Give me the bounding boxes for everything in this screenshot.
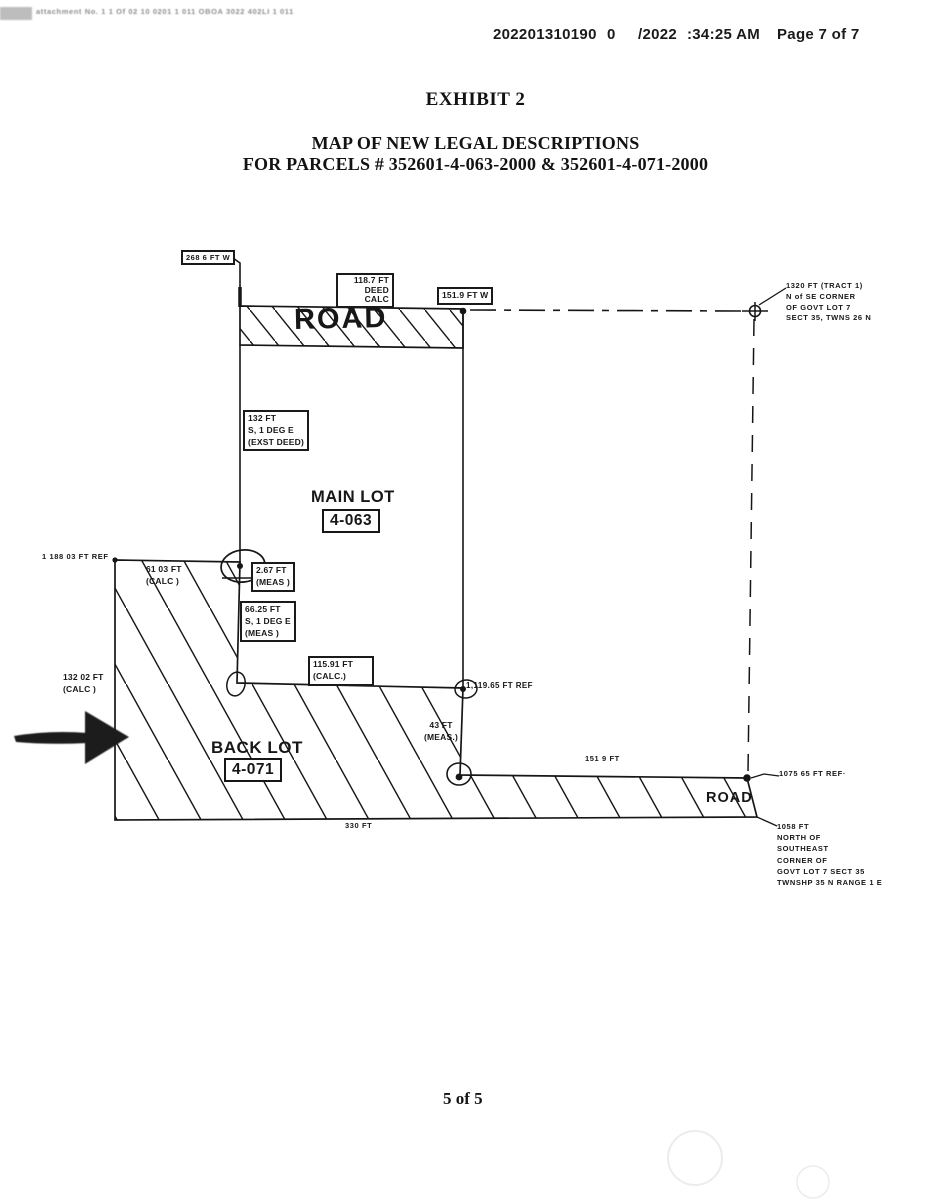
label-118-7-ft-deed-calc: 118.7 FT DEED CALC xyxy=(336,273,394,308)
back-lot-hatched-area xyxy=(115,560,757,820)
map-title xyxy=(12,133,927,175)
label-tract-1320-note: 1320 FT (TRACT 1) N of SE CORNER OF GOVT LOT 7 SECT 35, TWNS 26 N xyxy=(786,281,872,323)
parcel-4-063: 4-063 xyxy=(322,509,380,533)
survey-point-icon xyxy=(742,288,786,321)
label-back-lot: BACK LOT xyxy=(211,738,303,757)
east-boundary-dashed xyxy=(748,319,754,772)
recording-time-fragment: :34:25 AM xyxy=(687,26,760,43)
label-1075-65-ft-ref: 1075 65 FT REF· xyxy=(779,769,846,778)
label-132-ft-exst-deed: 132 FT S, 1 DEG E (EXST DEED) xyxy=(243,410,309,451)
coffee-ring-marks xyxy=(668,1131,829,1198)
recording-version: 0 xyxy=(607,26,616,43)
label-1188-03-ft-ref: 1 188 03 FT REF xyxy=(42,552,109,561)
page-7-of-7-label: Page 7 of 7 xyxy=(777,26,860,43)
label-main-lot: MAIN LOT xyxy=(311,488,395,506)
map-title-line1: MAP OF NEW LEGAL DESCRIPTIONS xyxy=(311,133,640,153)
recording-date-fragment: /2022 xyxy=(638,26,678,43)
leader-se-corner xyxy=(757,817,777,826)
label-43-ft-meas: 43 FT (MEAS.) xyxy=(424,720,458,742)
label-2-67-ft-meas: 2.67 FT (MEAS ) xyxy=(251,562,295,592)
label-151-9-ft-w: 151.9 FT W xyxy=(437,287,493,305)
label-road-bottom: ROAD xyxy=(706,790,753,806)
label-151-9-ft: 151 9 FT xyxy=(585,754,620,763)
label-1119-65-ft-ref: 1,119.65 FT REF xyxy=(466,681,533,690)
leader-1075 xyxy=(751,774,779,778)
label-southeast-corner-note: 1058 FT NORTH OF SOUTHEAST CORNER OF GOVT LOT 7 SECT 35 TWNSHP 35 N RANGE 1 E xyxy=(777,822,883,888)
map-title-line2: FOR PARCELS # 352601-4-063-2000 & 352601-4-071-2000 xyxy=(242,154,709,174)
label-132-02-ft-calc: 132 02 FT (CALC ) xyxy=(63,672,104,694)
label-330-ft: 330 FT xyxy=(345,821,373,830)
road-centerline-dashdot xyxy=(470,310,742,311)
label-66-25-ft-meas: 66.25 FT S, 1 DEG E (MEAS ) xyxy=(240,601,296,642)
scanner-edge-smudge xyxy=(0,7,32,20)
faint-scan-text: attachment No. 1 1 Of 02 10 0201 1 011 OBOA 3022 402LI 1 011 xyxy=(36,7,294,16)
title-block xyxy=(12,89,927,175)
recording-number: 202201310190 xyxy=(493,26,597,43)
parcel-4-071: 4-071 xyxy=(224,758,282,782)
stamp-arrow-icon xyxy=(14,711,129,764)
label-115-91-ft-calc: 115.91 FT (CALC.) xyxy=(308,656,374,686)
label-61-03-ft-calc: 61 03 FT (CALC ) xyxy=(146,564,182,586)
page-number: 5 of 5 xyxy=(443,1089,483,1108)
label-268-6-ft-w: 268 6 FT W xyxy=(181,250,235,265)
exhibit-title: EXHIBIT 2 xyxy=(425,89,526,110)
label-road-top: ROAD xyxy=(293,302,388,336)
